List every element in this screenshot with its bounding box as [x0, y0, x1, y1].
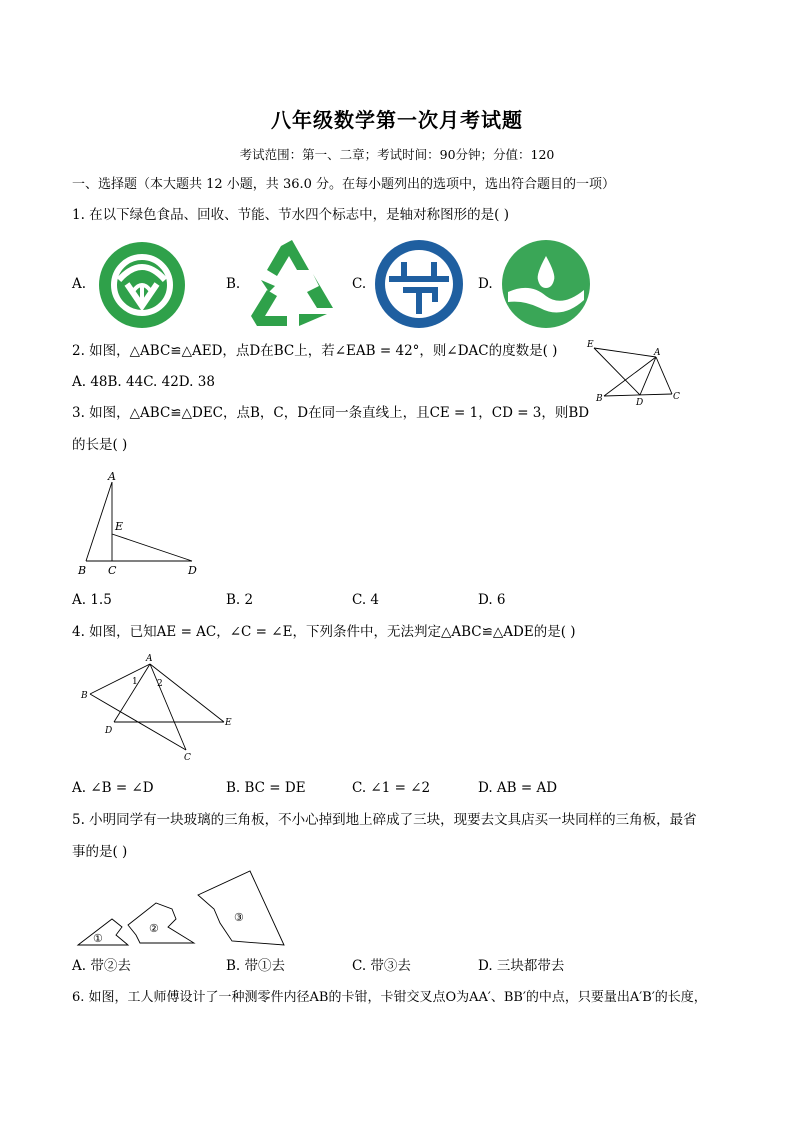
q3-label-e: E — [115, 520, 124, 533]
q4-stem: 4. 如图，已知AE = AC，∠C = ∠E，下列条件中，无法判定△ABC≌△ADE的是( ) — [72, 624, 576, 640]
energy-saving-logo-icon — [373, 238, 465, 330]
q4-label-b: B — [81, 691, 88, 701]
q4-label-d: D — [105, 726, 113, 736]
q1-stem: 1. 在以下绿色食品、回收、节能、节水四个标志中，是轴对称图形的是( ) — [72, 207, 509, 223]
q4-label-e: E — [225, 718, 232, 728]
q3-label-b: B — [78, 564, 87, 577]
q3-figure — [74, 468, 214, 580]
q3-label-d: D — [188, 564, 197, 577]
q3-option-d: D. 6 — [478, 592, 506, 608]
q3-stem-line2: 的长是( ) — [72, 437, 128, 453]
section-heading: 一、选择题（本大题共 12 小题，共 36.0 分。在每小题列出的选项中，选出符合题目的一项） — [72, 177, 616, 192]
q5-option-d: D. 三块都带去 — [478, 958, 565, 974]
q4-option-c: C. ∠1 = ∠2 — [352, 780, 431, 796]
q1-option-b: B. — [226, 276, 241, 292]
q2-label-d: D — [636, 398, 644, 408]
q5-option-b: B. 带①去 — [226, 958, 286, 974]
q2-label-c: C — [673, 392, 680, 402]
q2-options: A. 48B. 44C. 42D. 38 — [72, 374, 215, 390]
q3-option-b: B. 2 — [226, 592, 254, 608]
q3-label-c: C — [108, 564, 117, 577]
q3-label-a: A — [108, 470, 116, 483]
q4-option-d: D. AB = AD — [478, 780, 558, 796]
q5-figure — [74, 865, 294, 949]
q4-label-a: A — [146, 654, 153, 664]
q5-stem-line1: 5. 小明同学有一块玻璃的三角板，不小心掉到地上碎成了三块，现要去文具店买一块同样的三角板，最省 — [72, 812, 697, 828]
q6-stem: 6. 如图，工人师傅设计了一种测零件内径AB的卡钳，卡钳交叉点O为AA′、BB′的中点，只要量出A′B′的长度， — [72, 990, 707, 1005]
recycle-logo-icon — [247, 236, 337, 330]
q4-label-c: C — [184, 753, 191, 763]
q4-label-2: 2 — [157, 679, 163, 689]
q2-label-e: E — [587, 340, 594, 350]
q2-figure — [584, 336, 694, 408]
q2-label-b: B — [596, 394, 603, 404]
q1-option-c: C. — [352, 276, 367, 292]
page-title: 八年级数学第一次月考试题 — [271, 108, 523, 132]
q1-option-a: A. — [72, 276, 87, 292]
q5-stem-line2: 事的是( ) — [72, 844, 128, 860]
q3-stem-line1: 3. 如图，△ABC≌△DEC，点B，C，D在同一条直线上，且CE = 1，CD = 3，则BD — [72, 405, 590, 421]
green-food-logo-icon — [97, 240, 187, 330]
q1-option-d: D. — [478, 276, 493, 292]
water-saving-logo-icon — [500, 238, 592, 330]
q5-option-c: C. 带③去 — [352, 958, 411, 974]
q4-option-b: B. BC = DE — [226, 780, 306, 796]
exam-info: 考试范围：第一、二章；考试时间：90分钟；分值：120 — [239, 147, 555, 162]
q5-option-a: A. 带②去 — [72, 958, 131, 974]
q2-label-a: A — [654, 348, 661, 358]
q5-piece-2: ② — [149, 922, 159, 935]
q3-option-a: A. 1.5 — [72, 592, 112, 608]
q2-stem: 2. 如图，△ABC≌△AED，点D在BC上，若∠EAB = 42°，则∠DAC的度数是( ) — [72, 343, 558, 359]
q4-figure — [74, 650, 244, 764]
q5-piece-3: ③ — [234, 911, 244, 924]
q3-option-c: C. 4 — [352, 592, 380, 608]
q5-piece-1: ① — [93, 932, 103, 945]
q4-option-a: A. ∠B = ∠D — [72, 780, 154, 796]
q4-label-1: 1 — [132, 677, 138, 687]
